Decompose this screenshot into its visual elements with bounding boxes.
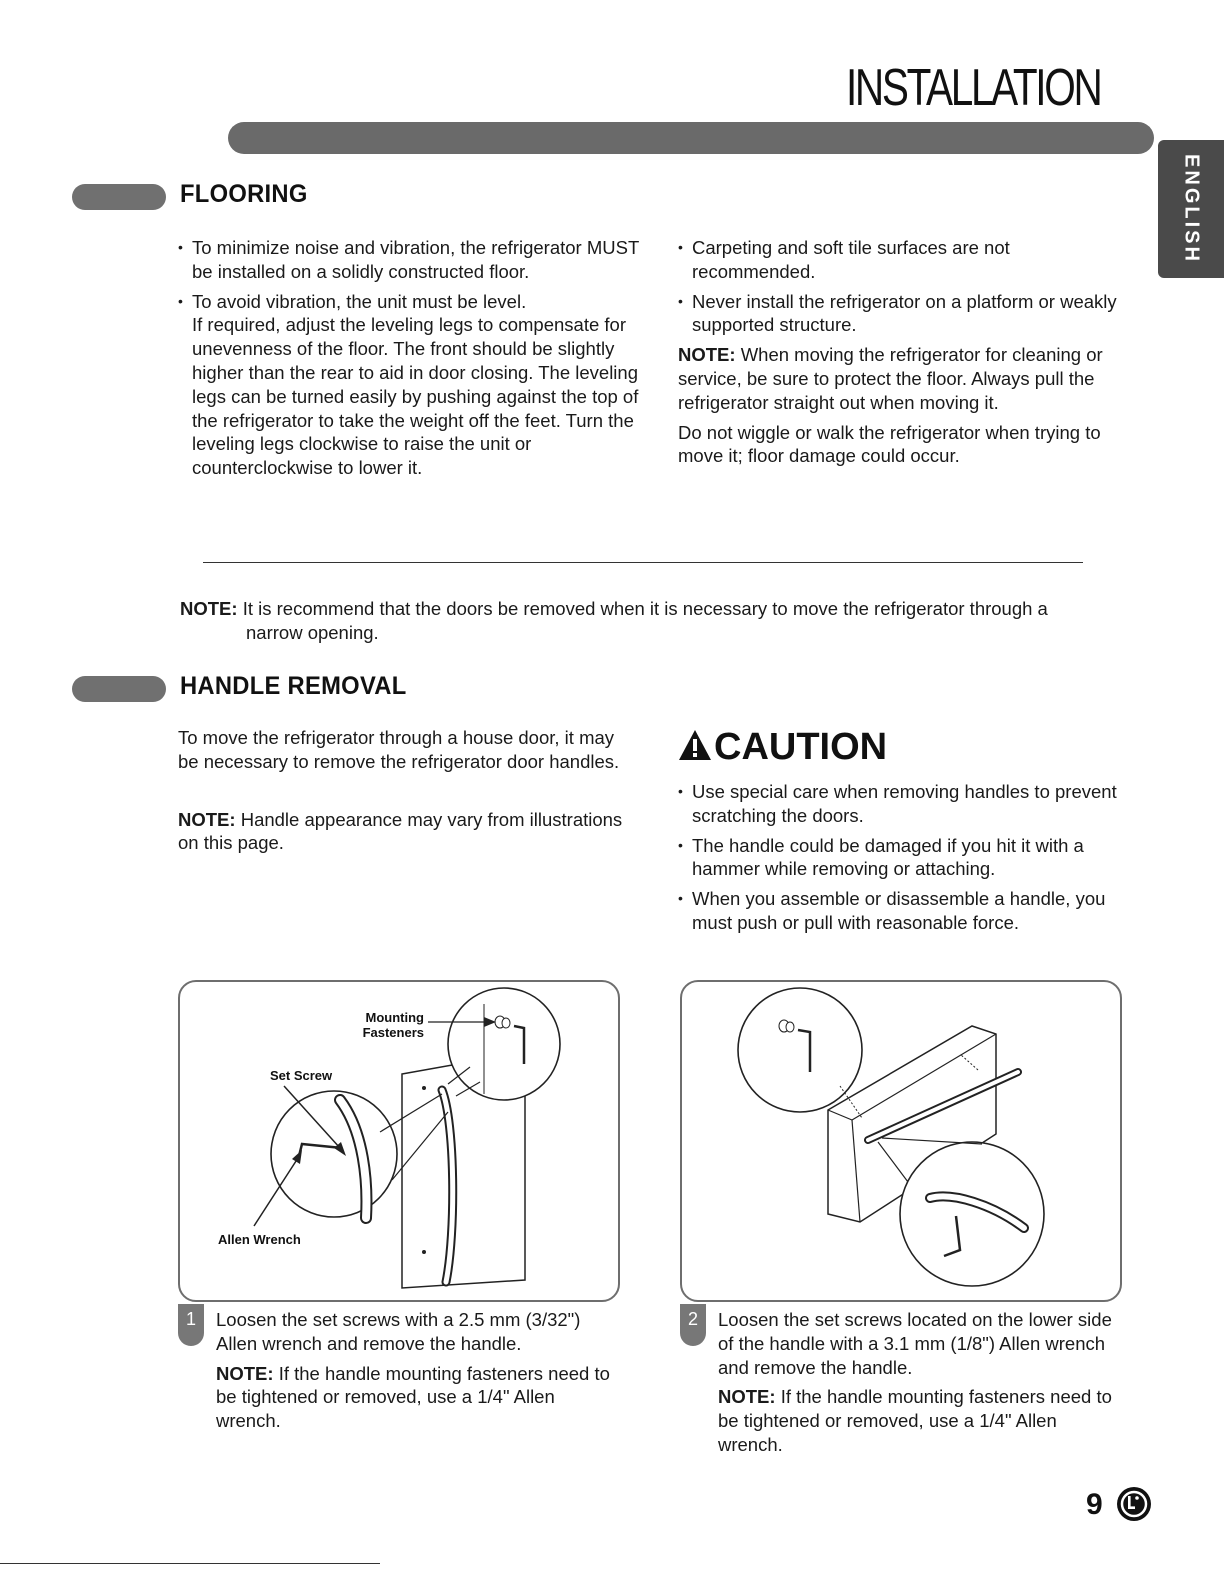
flooring-note-2: Do not wiggle or walk the refrigerator when trying to move it; floor damage could occur. (678, 421, 1101, 467)
section-title-flooring: FLOORING (180, 180, 308, 208)
caution-bullet: • Use special care when removing handles to prevent scratching the doors. (678, 780, 1118, 828)
step1-text: Loosen the set screws with a 2.5 mm (3/32") Allen wrench and remove the handle. (216, 1309, 581, 1354)
language-tab-label: ENGLISH (1180, 154, 1203, 264)
language-tab (1158, 140, 1224, 278)
label-mounting-line2: Fasteners (362, 1025, 424, 1040)
door-removal-note (180, 597, 1130, 645)
caution-bullet: • The handle could be damaged if you hit it with a hammer while removing or attaching. (678, 834, 1118, 882)
flooring-right-column (678, 236, 1118, 474)
figure-handle-removal-2 (680, 980, 1122, 1302)
step1-instructions (216, 1308, 616, 1433)
step2-text: Loosen the set screws located on the lower side of the handle with a 3.1 mm (1/8") Allen wrench and remove the handle. (718, 1309, 1112, 1378)
note-text: Handle appearance may vary from illustrations on this page. (178, 808, 623, 854)
label-mounting-fasteners (350, 1010, 424, 1040)
note-label: NOTE: (180, 598, 238, 619)
note-label: NOTE: (178, 808, 236, 830)
label-allen-wrench: Allen Wrench (218, 1232, 301, 1247)
flooring-note (678, 343, 1118, 414)
flooring-bullet: • To minimize noise and vibration, the refrigerator MUST be installed on a solidly constructed floor. (178, 236, 648, 284)
step1-note (216, 1362, 616, 1433)
caution-heading (678, 724, 887, 770)
section-title-handle-removal: HANDLE REMOVAL (180, 672, 407, 700)
handle-illustration-2 (682, 982, 1120, 1300)
section-marker-handle-removal (72, 676, 166, 702)
note-text: It is recommend that the doors be removed when it is necessary to move the refrigerator through a (237, 598, 1048, 619)
flooring-bullet: • Never install the refrigerator on a platform or weakly supported structure. (678, 290, 1118, 338)
flooring-bullet: • To avoid vibration, the unit must be level. (178, 290, 648, 314)
flooring-leveling-text: If required, adjust the leveling legs to compensate for unevenness of the floor. The front should be slightly higher than the rear to aid in door closing. The leveling legs can be turned easily by pushing against the top of the refrigerator to take the weight off the feet. Turn the leveling legs clockwise to raise the unit or counterclockwise to lower it. (192, 314, 639, 479)
caution-title: CAUTION (714, 726, 888, 768)
figure-handle-removal-1 (178, 980, 620, 1302)
page-title: INSTALLATION (846, 59, 1101, 117)
step-number-badge: 2 (680, 1304, 706, 1346)
flooring-bullet: • Carpeting and soft tile surfaces are not recommended. (678, 236, 1118, 284)
note-label: NOTE: (718, 1386, 776, 1408)
step2-note (718, 1385, 1118, 1456)
step2-instructions (718, 1308, 1118, 1457)
lg-logo-icon (1116, 1486, 1152, 1522)
label-mounting-line1: Mounting (365, 1010, 424, 1025)
caution-list (678, 780, 1118, 941)
note-text: If the handle mounting fasteners need to be tightened or removed, use a 1/4" Allen wrench. (216, 1362, 610, 1432)
note-label: NOTE: (678, 344, 736, 366)
page-number: 9 (1086, 1488, 1103, 1521)
note-text: When moving the refrigerator for cleaning or service, be sure to protect the floor. Always pull the refrigerator straight out when moving it. (678, 344, 1103, 413)
note-text: If the handle mounting fasteners need to be tightened or removed, use a 1/4" Allen wrench. (718, 1386, 1112, 1455)
bottom-rule (0, 1563, 380, 1564)
section-divider (203, 562, 1083, 563)
label-set-screw: Set Screw (270, 1068, 333, 1083)
note-label: NOTE: (216, 1362, 274, 1384)
section-marker-flooring (72, 184, 166, 210)
handle-removal-note (178, 808, 628, 856)
handle-removal-left (178, 726, 628, 855)
header-bar (228, 122, 1154, 154)
handle-removal-intro: To move the refrigerator through a house door, it may be necessary to remove the refrigerator door handles. (178, 727, 620, 772)
flooring-left-column (178, 236, 648, 480)
warning-triangle-icon (678, 729, 712, 761)
caution-bullet: • When you assemble or disassemble a handle, you must push or pull with reasonable force. (678, 887, 1118, 935)
note-text-continued: narrow opening. (246, 622, 379, 643)
step-number-badge: 1 (178, 1304, 204, 1346)
